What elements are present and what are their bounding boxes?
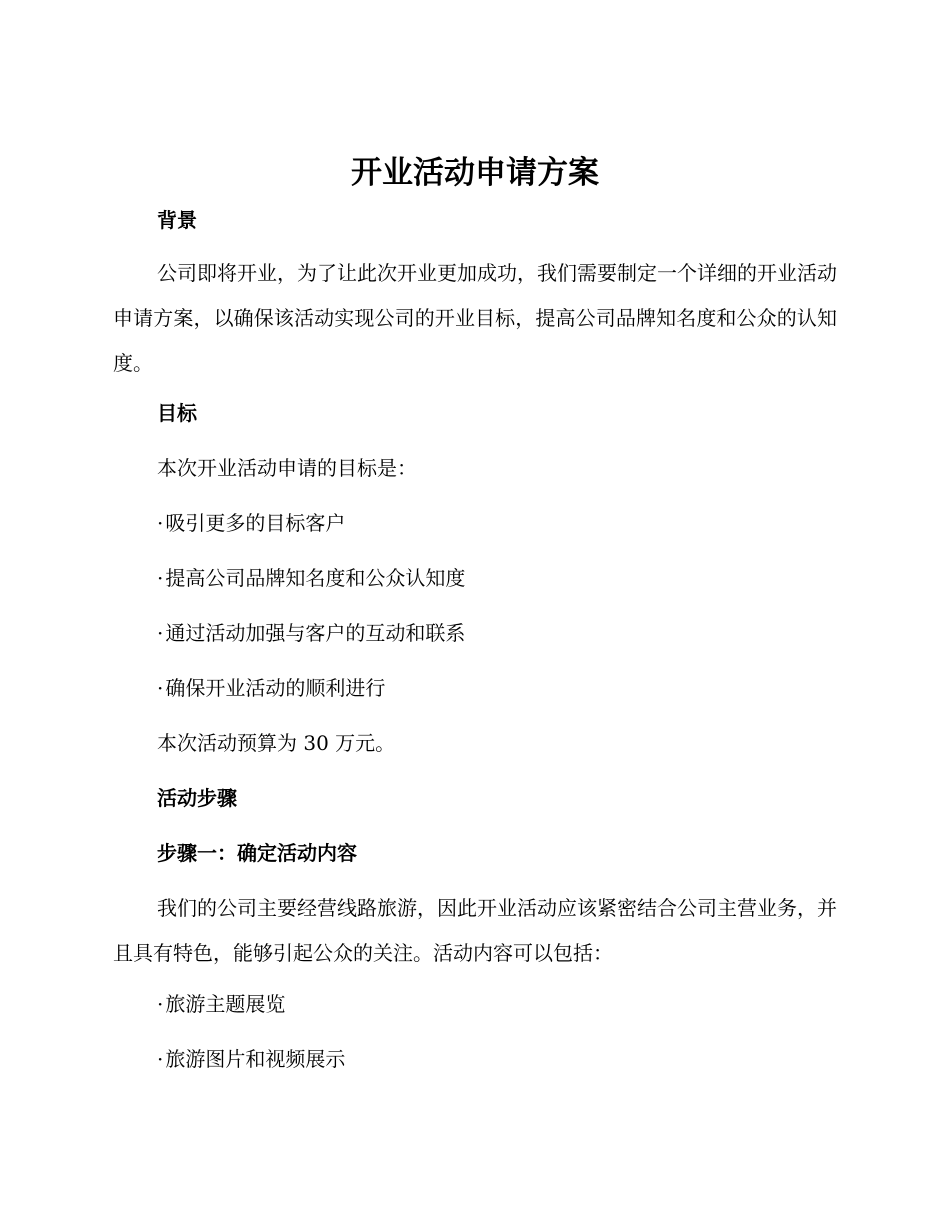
- bullet-marker: ·: [157, 992, 164, 1016]
- list-item: [157, 556, 837, 601]
- list-item-text: 确保开业活动的顺利进行: [165, 676, 386, 700]
- list-item: [157, 1037, 837, 1082]
- step-one-heading: 步骤一：确定活动内容: [157, 841, 357, 865]
- list-item: [157, 611, 837, 656]
- section-heading-steps: 活动步骤: [157, 786, 237, 810]
- list-item: [157, 501, 837, 546]
- section-heading-goals: 目标: [157, 401, 197, 425]
- list-item-text: 旅游主题展览: [165, 992, 286, 1016]
- budget-statement: 本次活动预算为 30 万元。: [157, 731, 396, 755]
- document-title: 开业活动申请方案: [351, 155, 599, 191]
- goals-intro: 本次开业活动申请的目标是：: [157, 456, 417, 480]
- bullet-marker: ·: [157, 511, 164, 535]
- list-item-text: 旅游图片和视频展示: [165, 1047, 346, 1071]
- list-item-text: 提高公司品牌知名度和公众认知度: [165, 566, 466, 590]
- bullet-marker: ·: [157, 621, 164, 645]
- section-heading-background: 背景: [157, 208, 197, 232]
- list-item: [157, 666, 837, 711]
- bullet-marker: ·: [157, 566, 164, 590]
- bullet-marker: ·: [157, 676, 164, 700]
- bullet-marker: ·: [157, 1047, 164, 1071]
- step-one-paragraph: 我们的公司主要经营线路旅游，因此开业活动应该紧密结合公司主营业务，并且具有特色，能够引起公众的关注。活动内容可以包括：: [113, 896, 837, 965]
- list-item-text: 吸引更多的目标客户: [165, 511, 346, 535]
- list-item: [157, 982, 837, 1027]
- background-paragraph: 公司即将开业，为了让此次开业更加成功，我们需要制定一个详细的开业活动申请方案，以确保该活动实现公司的开业目标，提高公司品牌知名度和公众的认知度。: [113, 261, 837, 375]
- list-item-text: 通过活动加强与客户的互动和联系: [165, 621, 466, 645]
